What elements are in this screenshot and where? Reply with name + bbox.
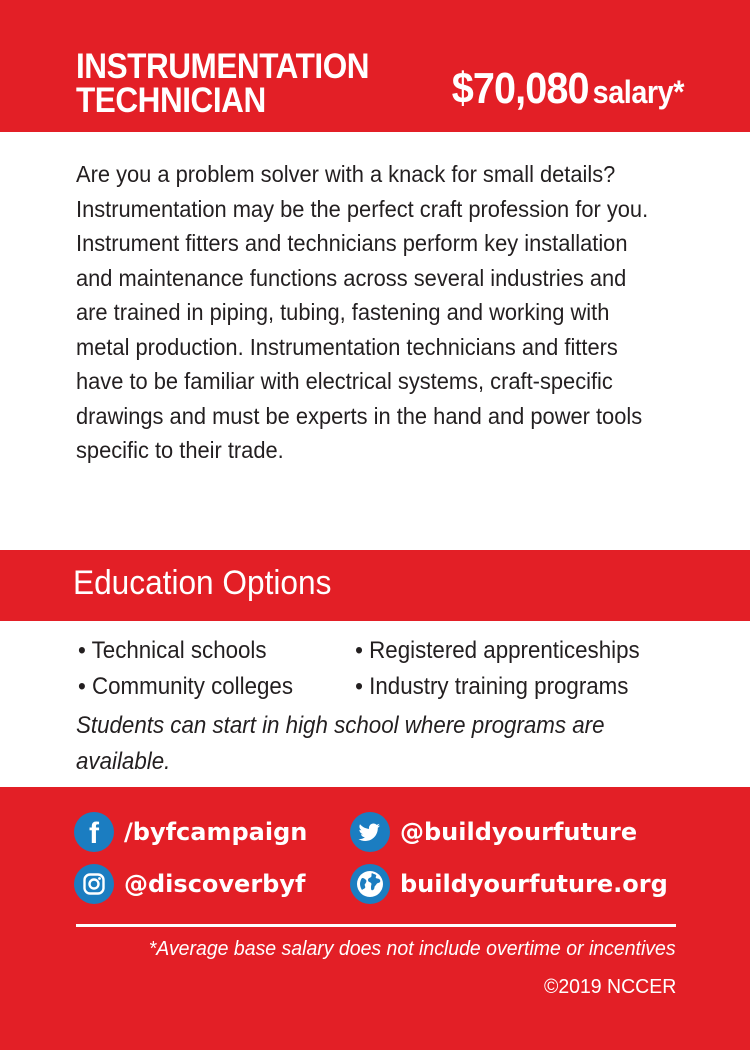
education-option: Community colleges bbox=[92, 673, 293, 700]
twitter-icon bbox=[350, 812, 390, 852]
education-option: Technical schools bbox=[91, 637, 267, 664]
website-url: buildyourfuture.org bbox=[400, 870, 668, 898]
list-item: • Industry training programs bbox=[355, 673, 629, 700]
list-item: • Technical schools bbox=[78, 637, 267, 664]
salary-amount: $70,080 bbox=[451, 64, 589, 113]
instagram-icon bbox=[74, 864, 114, 904]
footer-divider bbox=[76, 924, 676, 927]
title-line-1: INSTRUMENTATION bbox=[76, 47, 370, 86]
page-title bbox=[76, 47, 370, 120]
header-bar bbox=[0, 0, 750, 132]
svg-text:f: f bbox=[89, 817, 99, 850]
website-link[interactable] bbox=[350, 864, 668, 904]
facebook-handle: /byfcampaign bbox=[124, 818, 308, 846]
salary-disclaimer: *Average base salary does not include overtime or incentives bbox=[149, 937, 676, 960]
instagram-link[interactable] bbox=[74, 864, 305, 904]
education-note: Students can start in high school where programs are available. bbox=[76, 712, 605, 775]
education-title: Education Options bbox=[73, 564, 332, 602]
globe-icon bbox=[350, 864, 390, 904]
salary-figure bbox=[452, 64, 684, 114]
education-option: Registered apprenticeships bbox=[369, 637, 640, 664]
twitter-handle: @buildyourfuture bbox=[400, 818, 638, 846]
education-header-bar bbox=[0, 550, 750, 621]
instagram-handle: @discoverbyf bbox=[124, 870, 306, 898]
facebook-link[interactable] bbox=[74, 812, 307, 852]
facebook-icon bbox=[74, 812, 114, 852]
education-column-right bbox=[355, 633, 640, 705]
footer-bar bbox=[0, 787, 750, 1050]
education-option: Industry training programs bbox=[369, 673, 629, 700]
copyright: ©2019 NCCER bbox=[543, 975, 676, 998]
title-line-2: TECHNICIAN bbox=[76, 81, 266, 120]
list-item: • Registered apprenticeships bbox=[355, 637, 640, 664]
job-description: Are you a problem solver with a knack for small details? Instrumentation may be the perfect craft profession for you. Instrument fitters and technicians perform key installation and maintenance functions across several industries and are trained in piping, tubing, fastening and working with metal production. Instrumentation technicians and fitters have to be familiar with electrical systems, craft-specific drawings and must be experts in the hand and power tools specific to their trade. bbox=[76, 161, 649, 463]
salary-label: salary* bbox=[592, 74, 684, 110]
education-column-left bbox=[78, 633, 293, 705]
twitter-link[interactable] bbox=[350, 812, 637, 852]
list-item: • Community colleges bbox=[78, 673, 293, 700]
